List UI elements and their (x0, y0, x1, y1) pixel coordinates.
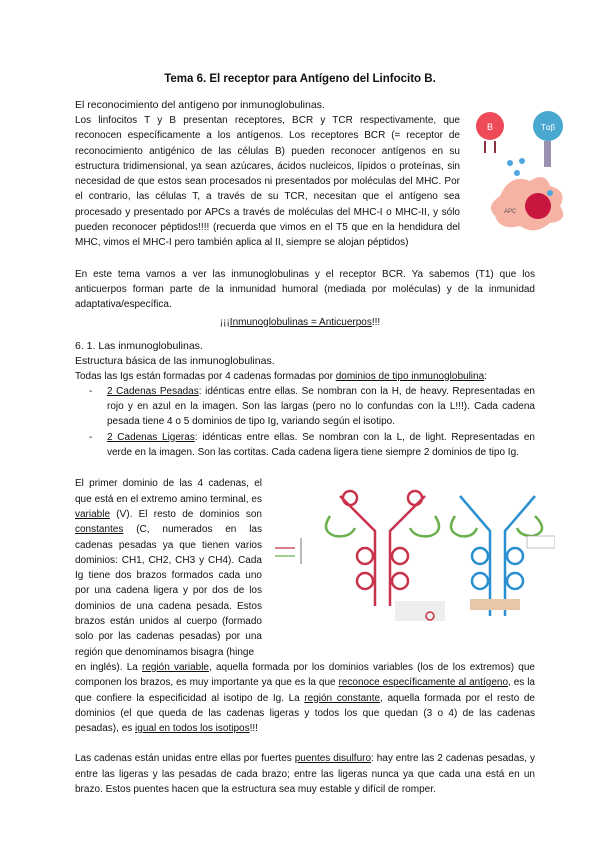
subsection-heading-structure: Estructura básica de las inmunoglobulinas. (75, 354, 275, 367)
text: , aquella formada por el resto de dominios (el que queda de las cadenas ligeras y todos los que quedan (3 o 4) de las cadenas pesadas), es (75, 692, 535, 735)
apc-label: APC (504, 209, 517, 215)
bullet-text: : idénticas entre ellas. Se nombran con la L, de light. Representadas en verde en la imagen. Son las cortitas. Cada cadena ligera tiene siempre 2 dominios de tipo Ig. (107, 431, 535, 459)
term-region-variable: región variable (142, 661, 209, 673)
text: en inglés). La (75, 661, 142, 673)
text: , aquella formada por los dominios variables (los de los extremos) que componen los brazos, es muy importante ya que es la que (75, 661, 535, 689)
text: , es la que confiere la especificidad al isotipo de Ig. La (75, 677, 535, 704)
highlight-text: Inmunoglobulinas = Anticuerpos (229, 316, 372, 328)
paragraph-intro-topic: En este tema vamos a ver las inmunoglobulinas y el receptor BCR. Ya sabemos (T1) que los anticuerpos forman parte de la inmunidad humoral (mediada por moléculas) y de la inmunidad adaptativa/específica. (75, 268, 535, 311)
text: (V). El resto de dominios son (110, 508, 262, 520)
intro-underlined: dominios de tipo inmunoglobulina (335, 370, 485, 382)
section-heading-6-1: 6. 1. Las inmunoglobulinas. (75, 339, 203, 352)
text: !!! (249, 723, 258, 735)
page-title: Tema 6. El receptor para Antígeno del Linfocito B. (164, 73, 436, 85)
paragraph-receptors: Los linfocitos T y B presentan receptores, BCR y TCR respectivamente, que reconocen específicamente a los antígenos. Los receptores BCR (= receptor de reconocimiento antigénico de las células B) pueden reconocer antígenos en su estructura tridimensional, ya sean azúcares, ácidos nucleicos, lípidos o proteínas, sin necesidad de que estos sean procesados ni presentados por moléculas del MHC. Por el contrario, las células T, a través de su TCR, necesitan que el antígeno sea procesado y presentado por APCs a través de moléculas del MHC-I o MHC-II, y sólo pueden reconocer péptidos!!!! (recuerda que vimos en el T5 que en la hendidura del MHC, vimos el MHC-I pero también aplica al II, siempre se alojan péptidos) (75, 115, 460, 249)
highlight-line (0, 315, 600, 330)
list-item-light-chains (75, 430, 535, 461)
text: Las cadenas están unidas entre ellas por fuertes (75, 753, 295, 765)
term-region-constante: región constante (304, 692, 381, 704)
paragraph-disulfide (75, 751, 535, 797)
domains-row (75, 476, 570, 660)
list-item-heavy-chains (75, 384, 535, 430)
section-heading-recognition: El reconocimiento del antígeno por inmunoglobulinas. (75, 99, 325, 111)
bullet-term: 2 Cadenas Pesadas (107, 385, 199, 397)
paragraph-regions (75, 660, 535, 736)
bullet-term: 2 Cadenas Ligeras (107, 431, 195, 443)
term-disulfide-bridges: puentes disulfuro (294, 753, 372, 765)
highlight-suffix: !!! (371, 316, 381, 328)
term-same-isotypes: igual en todos los isotipos (135, 723, 250, 735)
immunoglobulin-structure-figure (265, 476, 555, 621)
bullet-dash: - (89, 431, 93, 443)
t-cell-label: Tαβ (540, 123, 556, 132)
bullet-dash: - (89, 385, 93, 397)
intro-text: Todas las Igs están formadas por 4 cadenas formadas por (75, 370, 336, 382)
receptors-row (75, 113, 570, 251)
text: (C, numerados en las cadenas pesadas ya que tienen varios dominios: CH1, CH2, CH3 y CH4). Cada Ig tiene dos brazos formados cada uno por una cadena ligera y por dos de los dominios de una cadena pesada. Estos brazos están unidos al cuerpo (formado solo por las cadenas pesadas) por una región que denominamos bisagra (hinge (75, 524, 262, 658)
term-recognizes-antigen: reconoce específicamente al antígeno (338, 677, 508, 689)
structure-intro (75, 369, 545, 384)
term-variable: variable (75, 508, 111, 520)
highlight-prefix: ¡¡¡ (219, 316, 230, 328)
intro-end: : (484, 370, 487, 382)
text: : hay entre las 2 cadenas pesadas, y entre las ligeras y las pesadas de cada brazo; entre las ligeras nunca ya que cada una está en un brazo. Estos puentes hacen que la estructura sea muy estable y difícil de romper. (75, 753, 535, 795)
bcr-tcr-apc-figure (470, 101, 570, 236)
chain-list (75, 384, 535, 460)
term-constantes: constantes (75, 524, 124, 536)
text: El primer dominio de las 4 cadenas, el que está en el extremo amino terminal, es (75, 478, 262, 505)
bullet-text: : idénticas entre ellas. Se nombran con la H, de heavy. Representadas en rojo y en azul en la imagen. Son las largas (pero no lo confundas con la L!!!). Cada cadena pesada tiene 4 o 5 dominios de tipo Ig, variando según el isotipo. (107, 385, 535, 428)
paragraph-domains (75, 476, 262, 660)
b-cell-label: B (486, 122, 494, 132)
